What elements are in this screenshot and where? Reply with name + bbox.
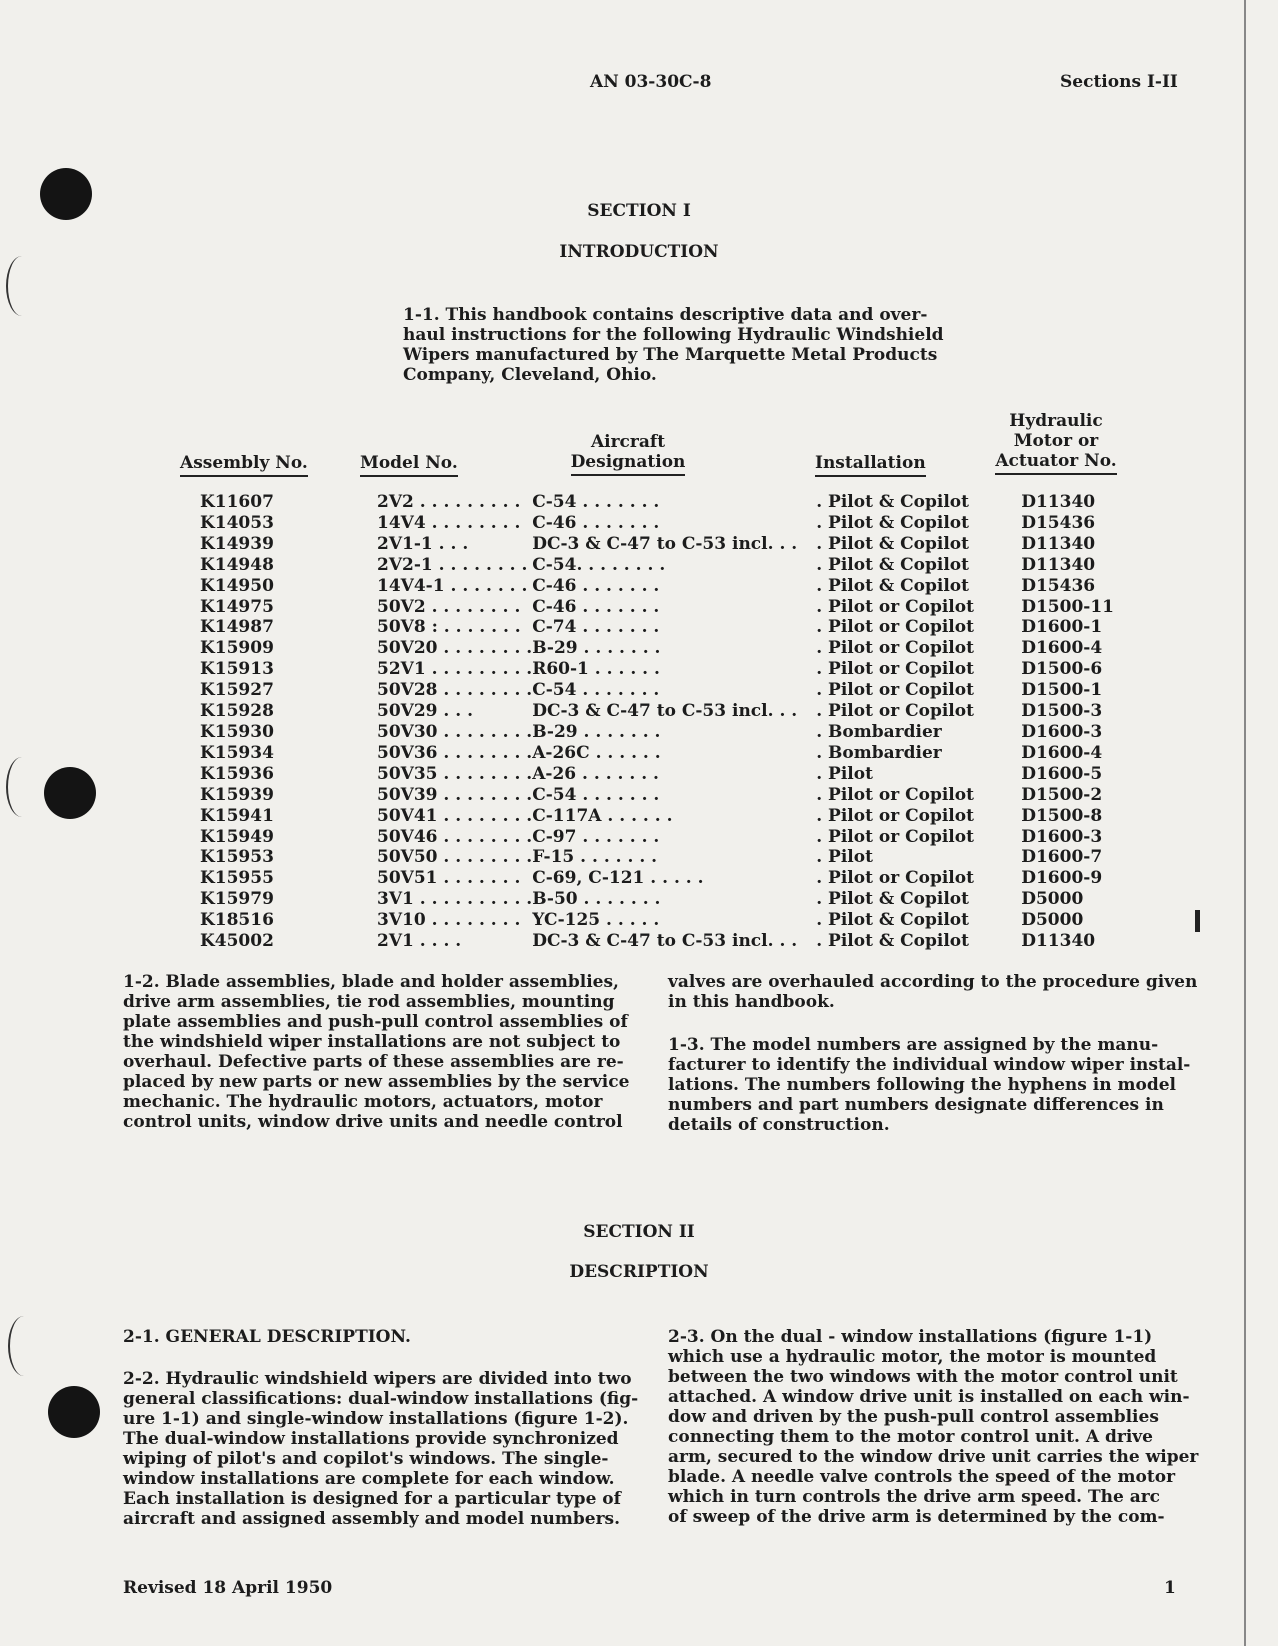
model-no-cell: 50V41 . . . . . . . . bbox=[377, 805, 533, 826]
assembly-no-cell: K15913 bbox=[200, 659, 274, 680]
installation-cell: . Pilot & Copilot bbox=[816, 889, 969, 910]
model-no-cell: 2V1-1 . . . bbox=[377, 533, 469, 554]
designation-cell: C-117A . . . . . . bbox=[532, 805, 673, 826]
table-row bbox=[170, 868, 1141, 889]
motor-no-cell: D15436 bbox=[1021, 575, 1096, 596]
text-line: haul instructions for the following Hydraulic Windshield bbox=[403, 325, 944, 345]
assembly-no-cell: K15955 bbox=[200, 868, 274, 889]
text-line: wiping of pilot's and copilot's windows. The single- bbox=[123, 1449, 609, 1469]
designation-cell: YC-125 . . . . . bbox=[532, 910, 660, 931]
assembly-no-cell: K15941 bbox=[200, 805, 274, 826]
paragraph-2-3 bbox=[668, 1327, 1199, 1527]
motor-no-cell: D1600-4 bbox=[1021, 638, 1103, 659]
designation-cell: C-74 . . . . . . . bbox=[532, 617, 660, 638]
installation-cell: . Pilot bbox=[816, 763, 873, 784]
assembly-no-cell: K15936 bbox=[200, 763, 274, 784]
assembly-no-cell: K15934 bbox=[200, 742, 274, 763]
table-row bbox=[170, 680, 1141, 701]
designation-cell: A-26 . . . . . . . bbox=[532, 763, 659, 784]
motor-no-cell: D1500-11 bbox=[1021, 596, 1114, 617]
table-row bbox=[170, 701, 1141, 722]
designation-cell: C-97 . . . . . . . bbox=[532, 826, 660, 847]
assembly-no-cell: K15939 bbox=[200, 784, 274, 805]
installation-cell: . Pilot or Copilot bbox=[816, 784, 974, 805]
table-row bbox=[170, 827, 1141, 848]
installation-cell: . Pilot or Copilot bbox=[816, 638, 974, 659]
text-line: arm, secured to the window drive unit carries the wiper bbox=[668, 1447, 1199, 1467]
model-no-cell: 52V1 . . . . . . . . . bbox=[377, 659, 533, 680]
assembly-no-cell: K14950 bbox=[200, 575, 274, 596]
scan-mark bbox=[1195, 910, 1200, 932]
motor-no-cell: D11340 bbox=[1021, 554, 1096, 575]
installation-cell: . Pilot or Copilot bbox=[816, 701, 974, 722]
table-row bbox=[170, 617, 1141, 638]
table-row bbox=[170, 492, 1141, 513]
paragraph-2-1-heading: 2-1. GENERAL DESCRIPTION. bbox=[123, 1327, 411, 1347]
motor-no-cell: D1600-1 bbox=[1021, 617, 1103, 638]
designation-cell: C-54 . . . . . . . bbox=[532, 492, 660, 512]
text-line: drive arm assemblies, tie rod assemblies, mounting bbox=[123, 992, 615, 1012]
assembly-no-cell: K15927 bbox=[200, 680, 274, 701]
text-line: 1-1. This handbook contains descriptive data and over- bbox=[403, 305, 928, 325]
section-subtitle: DESCRIPTION bbox=[569, 1262, 709, 1282]
assembly-no-cell: K11607 bbox=[200, 492, 274, 512]
assembly-no-cell: K15979 bbox=[200, 889, 274, 910]
text-line: placed by new parts or new assemblies by the service bbox=[123, 1072, 630, 1092]
table-row bbox=[170, 743, 1141, 764]
designation-cell: C-46 . . . . . . . bbox=[532, 596, 660, 617]
designation-cell: DC-3 & C-47 to C-53 incl. . . bbox=[532, 533, 798, 554]
installation-cell: . Pilot & Copilot bbox=[816, 492, 969, 512]
assembly-no-cell: K15909 bbox=[200, 638, 274, 659]
installation-cell: . Bombardier bbox=[816, 721, 942, 742]
text-line: general classifications: dual-window installations (fig- bbox=[123, 1389, 639, 1409]
table-row bbox=[170, 910, 1141, 931]
model-no-cell: 50V46 . . . . . . . . bbox=[377, 826, 533, 847]
table-row bbox=[170, 638, 1141, 659]
model-no-cell: 2V2 . . . . . . . . . bbox=[377, 492, 521, 512]
text-line: Company, Cleveland, Ohio. bbox=[403, 365, 657, 385]
designation-cell: DC-3 & C-47 to C-53 incl. . . bbox=[532, 701, 798, 722]
text-line: mechanic. The hydraulic motors, actuators, motor bbox=[123, 1092, 603, 1112]
designation-cell: C-46 . . . . . . . bbox=[532, 575, 660, 596]
table-row bbox=[170, 785, 1141, 806]
designation-cell: DC-3 & C-47 to C-53 incl. . . bbox=[532, 931, 798, 952]
assembly-no-cell: K14975 bbox=[200, 596, 274, 617]
motor-no-cell: D1500-3 bbox=[1021, 701, 1103, 722]
text-line: 2-3. On the dual - window installations (figure 1-1) bbox=[668, 1327, 1153, 1347]
model-no-cell: 50V8 : . . . . . . . bbox=[377, 617, 521, 638]
text-line: The dual-window installations provide synchronized bbox=[123, 1429, 619, 1449]
paragraph-2-2 bbox=[123, 1369, 639, 1529]
model-no-cell: 50V36 . . . . . . . . bbox=[377, 742, 533, 763]
text-line: overhaul. Defective parts of these assemblies are re- bbox=[123, 1052, 624, 1072]
installation-cell: . Pilot or Copilot bbox=[816, 596, 974, 617]
binder-hole-bottom bbox=[48, 1386, 100, 1438]
motor-no-cell: D1500-2 bbox=[1021, 784, 1103, 805]
document-number: AN 03-30C-8 bbox=[590, 72, 712, 92]
text-line: details of construction. bbox=[668, 1115, 890, 1135]
motor-no-cell: D11340 bbox=[1021, 533, 1096, 554]
table-row bbox=[170, 555, 1141, 576]
text-line: of sweep of the drive arm is determined by the com- bbox=[668, 1507, 1165, 1527]
section-title: SECTION I bbox=[587, 201, 691, 221]
intro-paragraph bbox=[403, 305, 944, 385]
model-no-cell: 2V2-1 . . . . . . . . bbox=[377, 554, 528, 575]
model-no-cell: 2V1 . . . . bbox=[377, 931, 462, 952]
table-row bbox=[170, 576, 1141, 597]
installation-cell: . Pilot & Copilot bbox=[816, 512, 969, 533]
motor-no-cell: D5000 bbox=[1021, 889, 1084, 910]
text-line: 1-2. Blade assemblies, blade and holder assemblies, bbox=[123, 972, 619, 992]
model-no-cell: 3V10 . . . . . . . . bbox=[377, 910, 521, 931]
table-row bbox=[170, 722, 1141, 743]
designation-cell: B-29 . . . . . . . bbox=[532, 638, 661, 659]
model-no-cell: 50V51 . . . . . . . bbox=[377, 868, 521, 889]
model-no-cell: 50V50 . . . . . . . . bbox=[377, 847, 533, 868]
designation-cell: C-54 . . . . . . . bbox=[532, 784, 660, 805]
assembly-no-cell: K15930 bbox=[200, 721, 274, 742]
table-row bbox=[170, 847, 1141, 868]
motor-no-cell: D1500-6 bbox=[1021, 659, 1103, 680]
assembly-no-cell: K15928 bbox=[200, 701, 274, 722]
binder-ring-mark bbox=[6, 256, 38, 316]
model-no-cell: 50V29 . . . bbox=[377, 701, 474, 722]
assembly-no-cell: K15949 bbox=[200, 826, 274, 847]
binder-ring-mark bbox=[8, 1316, 40, 1376]
motor-no-cell: D1600-3 bbox=[1021, 721, 1103, 742]
header-assembly-no: Assembly No. bbox=[180, 453, 308, 473]
parts-table bbox=[170, 492, 1141, 952]
assembly-no-cell: K14948 bbox=[200, 554, 274, 575]
installation-cell: . Pilot & Copilot bbox=[816, 533, 969, 554]
installation-cell: . Bombardier bbox=[816, 742, 942, 763]
text-line: dow and driven by the push-pull control assemblies bbox=[668, 1407, 1159, 1427]
text-line: in this handbook. bbox=[668, 992, 835, 1012]
header-motor-actuator-no: Hydraulic Motor or Actuator No. bbox=[990, 411, 1122, 471]
table-row bbox=[170, 659, 1141, 680]
assembly-no-cell: K14053 bbox=[200, 512, 274, 533]
text-line: facturer to identify the individual window wiper instal- bbox=[668, 1055, 1191, 1075]
text-line: attached. A window drive unit is installed on each win- bbox=[668, 1387, 1190, 1407]
designation-cell: B-50 . . . . . . . bbox=[532, 889, 661, 910]
motor-no-cell: D1600-5 bbox=[1021, 763, 1103, 784]
table-row bbox=[170, 806, 1141, 827]
model-no-cell: 50V2 . . . . . . . . bbox=[377, 596, 521, 617]
text-line: valves are overhauled according to the procedure given bbox=[668, 972, 1198, 992]
assembly-no-cell: K15953 bbox=[200, 847, 274, 868]
text-line: control units, window drive units and needle control bbox=[123, 1112, 623, 1132]
text-line: 1-3. The model numbers are assigned by the manu- bbox=[668, 1035, 1159, 1055]
motor-no-cell: D1600-4 bbox=[1021, 742, 1103, 763]
text-line: which in turn controls the drive arm speed. The arc bbox=[668, 1487, 1161, 1507]
table-row bbox=[170, 534, 1141, 555]
paragraph-1-2 bbox=[123, 972, 630, 1132]
assembly-no-cell: K45002 bbox=[200, 931, 274, 952]
text-line: which use a hydraulic motor, the motor is mounted bbox=[668, 1347, 1157, 1367]
text-line: lations. The numbers following the hyphens in model bbox=[668, 1075, 1176, 1095]
paragraph-1-3 bbox=[668, 1035, 1191, 1135]
designation-cell: C-46 . . . . . . . bbox=[532, 512, 660, 533]
designation-cell: C-54 . . . . . . . bbox=[532, 680, 660, 701]
designation-cell: A-26C . . . . . . bbox=[532, 742, 661, 763]
text-line: numbers and part numbers designate differences in bbox=[668, 1095, 1164, 1115]
text-line: plate assemblies and push-pull control assemblies of bbox=[123, 1012, 628, 1032]
text-line: ure 1-1) and single-window installations (figure 1-2). bbox=[123, 1409, 629, 1429]
installation-cell: . Pilot or Copilot bbox=[816, 680, 974, 701]
installation-cell: . Pilot or Copilot bbox=[816, 659, 974, 680]
assembly-no-cell: K18516 bbox=[200, 910, 274, 931]
designation-cell: C-69, C-121 . . . . . bbox=[532, 868, 704, 889]
model-no-cell: 14V4 . . . . . . . . bbox=[377, 512, 521, 533]
section-range: Sections I-II bbox=[1060, 72, 1178, 92]
installation-cell: . Pilot or Copilot bbox=[816, 805, 974, 826]
text-line: blade. A needle valve controls the speed of the motor bbox=[668, 1467, 1176, 1487]
motor-no-cell: D5000 bbox=[1021, 910, 1084, 931]
text-line: aircraft and assigned assembly and model numbers. bbox=[123, 1509, 621, 1529]
header-aircraft-designation: Aircraft Designation bbox=[568, 432, 688, 472]
installation-cell: . Pilot bbox=[816, 847, 873, 868]
table-row bbox=[170, 889, 1141, 910]
motor-no-cell: D15436 bbox=[1021, 512, 1096, 533]
text-line: connecting them to the motor control unit. A drive bbox=[668, 1427, 1153, 1447]
model-no-cell: 50V28 . . . . . . . . bbox=[377, 680, 533, 701]
model-no-cell: 50V20 . . . . . . . . bbox=[377, 638, 533, 659]
table-row bbox=[170, 513, 1141, 534]
page-number: 1 bbox=[1164, 1578, 1176, 1598]
motor-no-cell: D1600-3 bbox=[1021, 826, 1103, 847]
model-no-cell: 50V30 . . . . . . . . bbox=[377, 721, 533, 742]
model-no-cell: 3V1 . . . . . . . . . . bbox=[377, 889, 533, 910]
installation-cell: . Pilot or Copilot bbox=[816, 826, 974, 847]
text-line: 2-2. Hydraulic windshield wipers are divided into two bbox=[123, 1369, 632, 1389]
installation-cell: . Pilot or Copilot bbox=[816, 617, 974, 638]
motor-no-cell: D1600-7 bbox=[1021, 847, 1103, 868]
motor-no-cell: D1500-8 bbox=[1021, 805, 1103, 826]
table-row bbox=[170, 931, 1141, 952]
section-subtitle: INTRODUCTION bbox=[559, 242, 719, 262]
table-row bbox=[170, 764, 1141, 785]
installation-cell: . Pilot & Copilot bbox=[816, 910, 969, 931]
designation-cell: F-15 . . . . . . . bbox=[532, 847, 658, 868]
installation-cell: . Pilot & Copilot bbox=[816, 554, 969, 575]
binder-ring-mark bbox=[6, 757, 38, 817]
designation-cell: C-54. . . . . . . . bbox=[532, 554, 666, 575]
text-line: Wipers manufactured by The Marquette Metal Products bbox=[403, 345, 938, 365]
text-line: window installations are complete for each window. bbox=[123, 1469, 615, 1489]
designation-cell: B-29 . . . . . . . bbox=[532, 721, 661, 742]
paragraph-1-2-continued bbox=[668, 972, 1198, 1012]
installation-cell: . Pilot & Copilot bbox=[816, 931, 969, 952]
motor-no-cell: D1500-1 bbox=[1021, 680, 1103, 701]
installation-cell: . Pilot & Copilot bbox=[816, 575, 969, 596]
motor-no-cell: D1600-9 bbox=[1021, 868, 1103, 889]
installation-cell: . Pilot or Copilot bbox=[816, 868, 974, 889]
header-installation: Installation bbox=[815, 453, 926, 473]
revision-date: Revised 18 April 1950 bbox=[123, 1578, 333, 1598]
assembly-no-cell: K14987 bbox=[200, 617, 274, 638]
binder-hole-middle bbox=[44, 767, 96, 819]
motor-no-cell: D11340 bbox=[1021, 931, 1096, 952]
section-title: SECTION II bbox=[583, 1222, 695, 1242]
designation-cell: R60-1 . . . . . . bbox=[532, 659, 660, 680]
motor-no-cell: D11340 bbox=[1021, 492, 1096, 512]
text-line: Each installation is designed for a particular type of bbox=[123, 1489, 621, 1509]
model-no-cell: 50V35 . . . . . . . . bbox=[377, 763, 533, 784]
model-no-cell: 50V39 . . . . . . . . bbox=[377, 784, 533, 805]
assembly-no-cell: K14939 bbox=[200, 533, 274, 554]
table-row bbox=[170, 597, 1141, 618]
text-line: the windshield wiper installations are not subject to bbox=[123, 1032, 621, 1052]
model-no-cell: 14V4-1 . . . . . . . bbox=[377, 575, 528, 596]
header-model-no: Model No. bbox=[360, 453, 458, 473]
text-line: between the two windows with the motor control unit bbox=[668, 1367, 1178, 1387]
